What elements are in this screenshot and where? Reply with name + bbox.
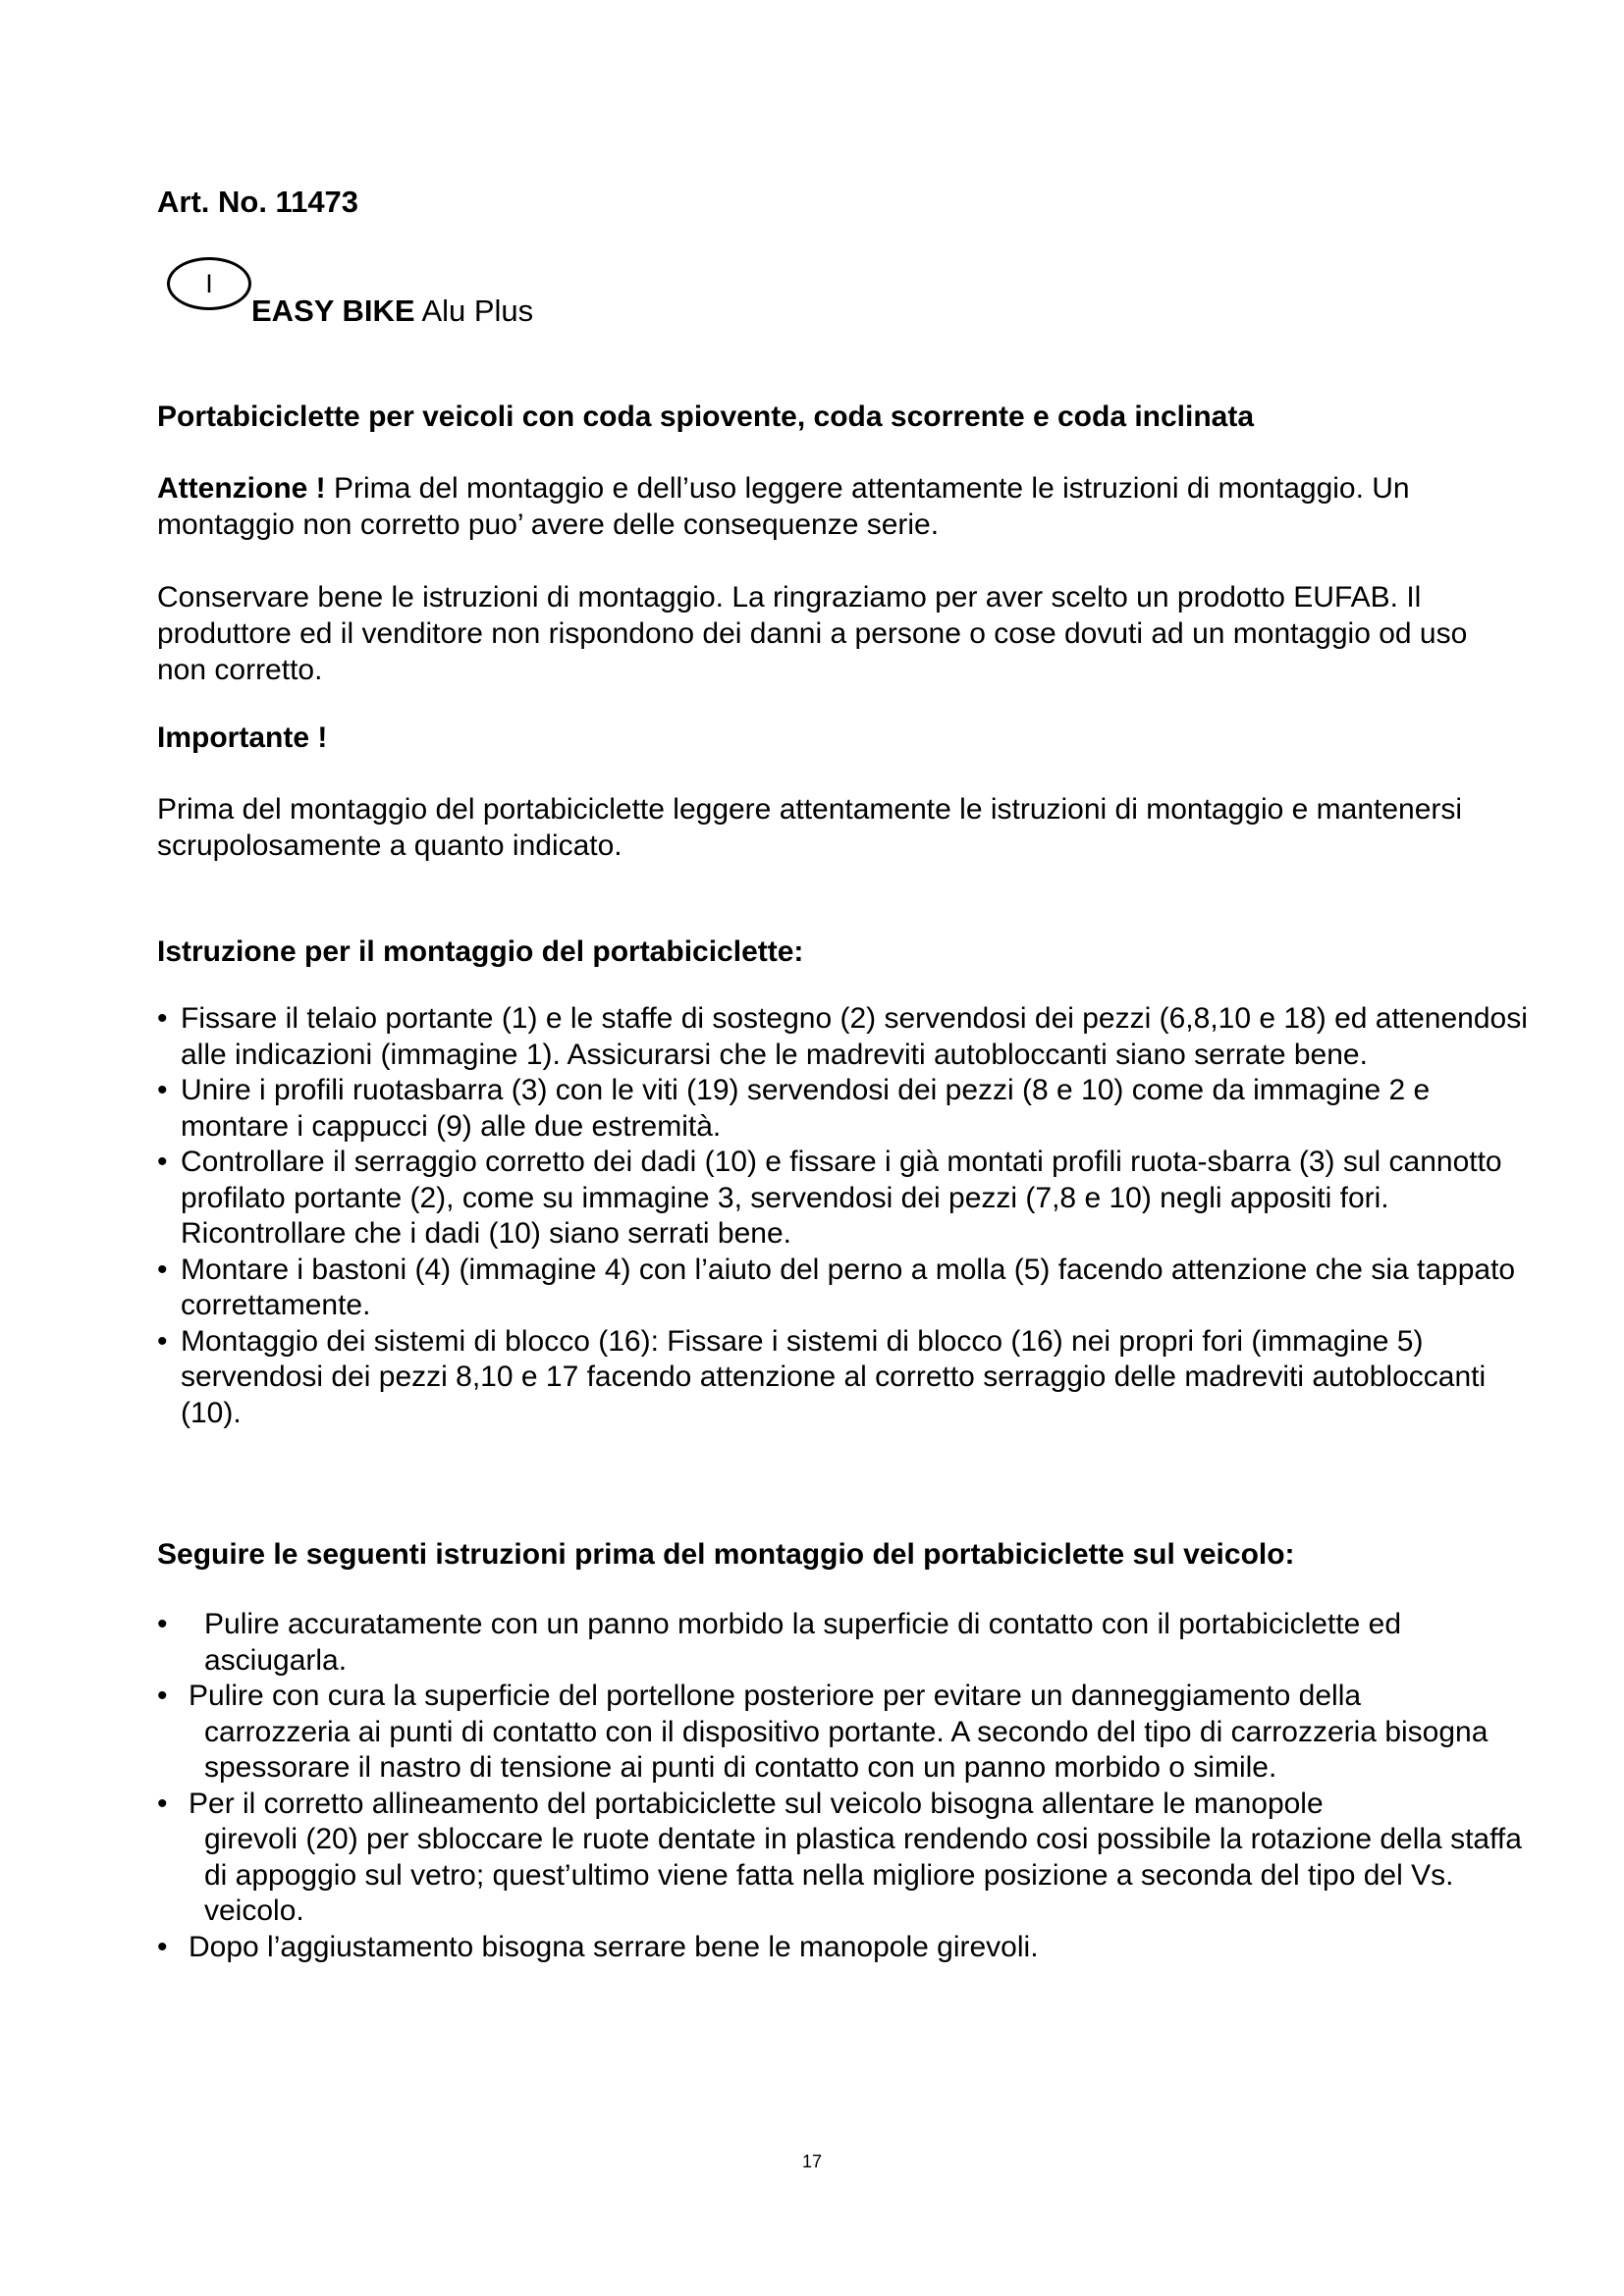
attention-text: Prima del montaggio e dell’uso leggere attentamente le istruzioni di montaggio. Un montaggio non corretto puo’ avere delle consequenze serie. xyxy=(157,472,1410,541)
keep-instructions-paragraph: Conservare bene le istruzioni di montaggio. La ringraziamo per aver scelto un prodotto EUFAB. Il produttore ed il venditore non rispondono dei danni a persone o cose dovuti ad un montaggio od uso non corretto. xyxy=(157,581,1468,686)
page-number: 17 xyxy=(801,2152,823,2171)
list-item: • Fissare il telaio portante (1) e le staffe di sostegno (2) servendosi dei pezzi (6,8,10 e 18) ed attenendosi alle indicazioni (immagine 1). Assicurarsi che le madreviti autobloccanti siano serrate bene. xyxy=(157,1001,1532,1073)
list-item-first-line: Pulire con cura la superficie del portellone posteriore per evitare un danneggiamento della xyxy=(189,1680,1362,1712)
bullet-icon: • xyxy=(157,1930,168,1963)
important-paragraph: Prima del montaggio del portabiciclette leggere attentamente le istruzioni di montaggio e mantenersi scrupolosamente a quanto indicato. xyxy=(157,793,1463,862)
product-name-rest: Alu Plus xyxy=(414,294,534,328)
assembly-heading: Istruzione per il montaggio del portabiciclette: xyxy=(157,935,804,968)
list-item: • Unire i profili ruotasbarra (3) con le viti (19) servendosi dei pezzi (8 e 10) come da immagine 2 e montare i cappucci (9) alle due estremità. xyxy=(157,1073,1532,1145)
list-item xyxy=(157,1930,1532,1966)
attention-label: Attenzione ! xyxy=(157,472,326,505)
product-name xyxy=(251,294,533,329)
list-item xyxy=(157,1679,1532,1787)
language-code-badge xyxy=(167,257,251,310)
attention-paragraph xyxy=(157,470,1512,543)
list-item-first-line: Per il corretto allineamento del portabiciclette sul veicolo bisogna allentare le manopole xyxy=(189,1787,1324,1820)
list-item xyxy=(157,1607,1532,1679)
list-item-text: Dopo l’aggiustamento bisogna serrare bene le manopole girevoli. xyxy=(189,1930,1039,1963)
list-item: • Montaggio dei sistemi di blocco (16): Fissare i sistemi di blocco (16) nei propri fori (immagine 5) servendosi dei pezzi 8,10 e 17 facendo attenzione al corretto serraggio delle madreviti autobloccanti (10). xyxy=(157,1324,1532,1432)
bullet-icon: • xyxy=(157,1680,168,1712)
bullet-icon: • xyxy=(157,1787,168,1820)
assembly-steps-list xyxy=(157,1001,1532,1431)
article-number: Art. No. 11473 xyxy=(157,185,359,219)
language-code: I xyxy=(205,268,213,298)
list-item: • Controllare il serraggio corretto dei dadi (10) e fissare i già montati profili ruota-sbarra (3) sul cannotto profilato portante (2), come su immagine 3, servendosi dei pezzi (7,8 e 10) negli appositi fori. Ricontrollare che i dadi (10) siano serrati bene. xyxy=(157,1145,1532,1253)
important-heading: Importante ! xyxy=(157,721,328,754)
vehicle-heading: Seguire le seguenti istruzioni prima del montaggio del portabiciclette sul veicolo: xyxy=(157,1538,1295,1571)
vehicle-steps-list xyxy=(157,1607,1532,1965)
list-item-continuation: girevoli (20) per sbloccare le ruote dentate in plastica rendendo cosi possibile la rotazione della staffa di appoggio sul vetro; quest’ultimo viene fatta nella migliore posizione a seconda del tipo del Vs. veicolo. xyxy=(204,1823,1522,1927)
list-item-continuation: carrozzeria ai punti di contatto con il dispositivo portante. A secondo del tipo di carrozzeria bisogna spessorare il nastro di tensione ai punti di contatto con un panno morbido o simile. xyxy=(204,1715,1489,1784)
list-item: • Montare i bastoni (4) (immagine 4) con l’aiuto del perno a molla (5) facendo attenzione che sia tappato correttamente. xyxy=(157,1253,1532,1324)
product-name-bold: EASY BIKE xyxy=(251,294,415,328)
bullet-icon: • xyxy=(157,1608,168,1640)
list-item xyxy=(157,1787,1532,1930)
list-item-text: Pulire accuratamente con un panno morbido la superficie di contatto con il portabiciclette ed asciugarla. xyxy=(204,1608,1402,1677)
subtitle: Portabiciclette per veicoli con coda spiovente, coda scorrente e coda inclinata xyxy=(157,400,1255,433)
